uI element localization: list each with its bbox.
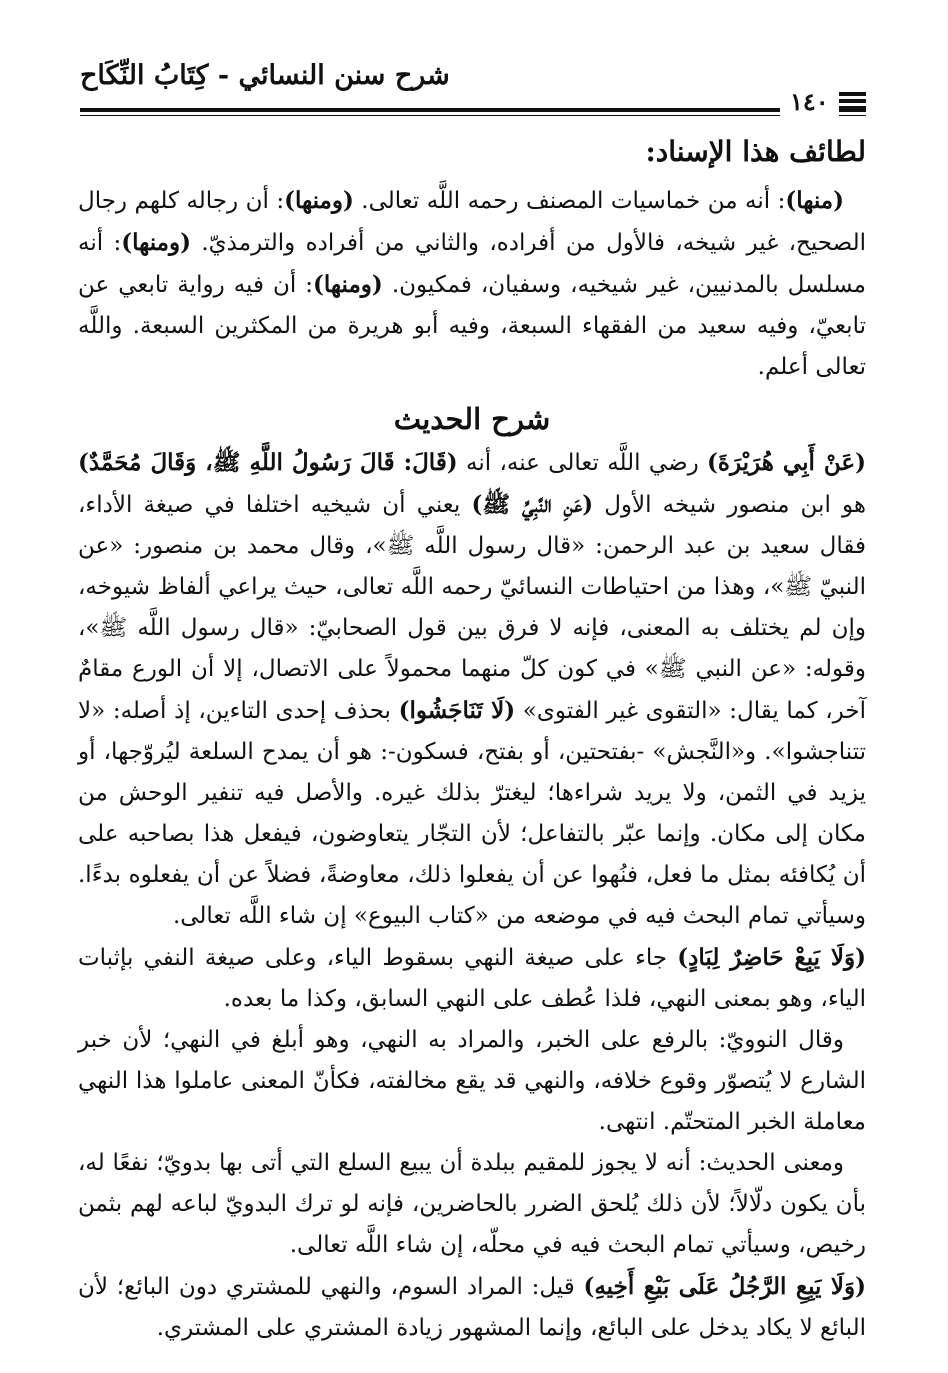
text-run: بحذف إحدى التاءين، إذ أصله: «لا تتناجشوا». و«النَّجش» -بفتحتين، أو بفتح، فسكون-: هو أن يمدح السلعة ليُروّجها، أو يزيد في الثمن، ولا يريد شراءها؛ ليغترّ بذلك غيره. والأصل فيه تنفير الوحش من مكان إلى مكان. وإنما عبّر بالتفاعل؛ لأن التجّار يتعاوضون، فيفعل هذا بصاحبه على أن يُكافئه بمثل ما فعل، فنُهوا عن أن يفعلوا ذلك، معاوضةً، فضلاً عن أن يفعلوه بدءًا. وسيأتي تمام البحث فيه في موضعه من «كتاب البيوع» إن شاء اللَّه تعالى. bbox=[78, 698, 866, 929]
paragraph-hadith-3 bbox=[78, 1266, 866, 1349]
hadith-quote: (وَلَا يَبِعْ حَاضِرٌ لِبَادٍ) bbox=[677, 944, 866, 971]
paragraph-meaning: ومعنى الحديث: أنه لا يجوز للمقيم ببلدة أن يبيع السلع التي أتى بها بدويّ؛ نفعًا له، بأن يكون دلّالاً؛ لأن ذلك يُلحق الضرر بالحاضرين، فإنه لو ترك البدويّ لباعه لهم بثمن رخيص، وسيأتي تمام البحث فيه في محلّه، إن شاء اللَّه تعالى. bbox=[78, 1150, 866, 1258]
keyword: (ومنها) bbox=[284, 187, 354, 214]
text-run: جاء على صيغة النهي بسقوط الياء، وعلى صيغة النفي بإثبات الياء، وهو بمعنى النهي، فلذا عُطف على النهي السابق، وكذا ما بعده. bbox=[78, 945, 866, 1012]
section-heading-sharh: شرح الحديث bbox=[393, 402, 551, 436]
page-body bbox=[78, 130, 866, 1349]
section-heading-isnad: لطائف هذا الإسناد: bbox=[645, 135, 866, 168]
hadith-quote: (وَلَا يَبِعِ الرَّجُلُ عَلَى بَيْعِ أَخِيهِ) bbox=[583, 1273, 866, 1300]
paragraph-nawawi: وقال النوويّ: بالرفع على الخبر، والمراد به النهي، وهو أبلغ في النهي؛ لأن خبر الشارع لا يُتصوّر وقوع خلافه، والنهي قد يقع مخالفته، فكأنّ المعنى عاملوا هذا النهي معاملة الخبر المتحتّم. انتهى. bbox=[78, 1027, 866, 1135]
paragraph-isnad bbox=[78, 180, 866, 388]
text-run: : أنه مسلسل بالمدنيين، غير شيخيه، وسفيان، فمكيون. bbox=[78, 230, 867, 298]
hadith-quote: (لَا تَنَاجَشُوا) bbox=[398, 697, 516, 724]
text-run: : أن فيه رواية تابعي عن تابعيّ، وفيه سعيد من الفقهاء السبعة، وفيه أبو هريرة من المكثرين السبعة. واللَّه تعالى أعلم. bbox=[78, 272, 866, 380]
header-rule-thick bbox=[80, 108, 866, 112]
text-run: يعني أن شيخيه اختلفا في صيغة الأداء، فقال سعيد بن عبد الرحمن: «قال رسول اللَّه ﷺ»، وقال محمد بن منصور: «عن النبيّ ﷺ»، وهذا من احتياطات النسائيّ رحمه اللَّه تعالى، حيث يراعي ألفاظ شيوخه، وإن لم يختلف به المعنى، فإنه لا فرق بين قول الصحابيّ: «قال رسول اللَّه ﷺ»، وقوله: «عن النبي ﷺ» في كون كلّ منهما محمولاً على الاتصال، إلا أن الورع مقامٌ آخر، كما يقال: «التقوى غير الفتوى» bbox=[78, 492, 866, 724]
header-rule-thin bbox=[80, 115, 866, 116]
running-title: شرح سنن النسائي - كِتَابُ النِّكَاح bbox=[80, 60, 450, 91]
keyword: (منها) bbox=[785, 187, 844, 214]
hadith-quote: (عَنِ النَّبِيِّ ﷺ) bbox=[471, 491, 594, 518]
hadith-quote: (عَنْ أَبِي هُرَيْرَةَ) bbox=[707, 449, 866, 476]
paragraph-hadith-2 bbox=[78, 937, 866, 1020]
hadith-quote: (قَالَ: قَالَ رَسُولُ اللَّهِ ﷺ، وَقَالَ مُحَمَّدٌ) bbox=[78, 449, 458, 476]
text-run: رضي اللَّه تعالى عنه، أنه bbox=[457, 450, 708, 476]
keyword: (ومنها) bbox=[121, 229, 191, 256]
page-header bbox=[80, 48, 866, 130]
text-run: هو ابن منصور شيخه الأول bbox=[593, 492, 866, 518]
page-number: ١٤٠ bbox=[780, 88, 839, 116]
text-run: : أنه من خماسيات المصنف رحمه اللَّه تعالى. bbox=[353, 188, 786, 214]
text-run: قيل: المراد السوم، والنهي للمشتري دون البائع؛ لأن البائع لا يكاد يدخل على البائع، وإنما المشهور زيادة المشتري على المشتري. bbox=[78, 1274, 866, 1341]
keyword: (ومنها) bbox=[313, 271, 383, 298]
paragraph-hadith-1 bbox=[78, 442, 866, 937]
text-run: : أن رجاله كلهم رجال الصحيح، غير شيخه، فالأول من أفراده، والثاني من أفراده والترمذيّ. bbox=[78, 188, 866, 256]
